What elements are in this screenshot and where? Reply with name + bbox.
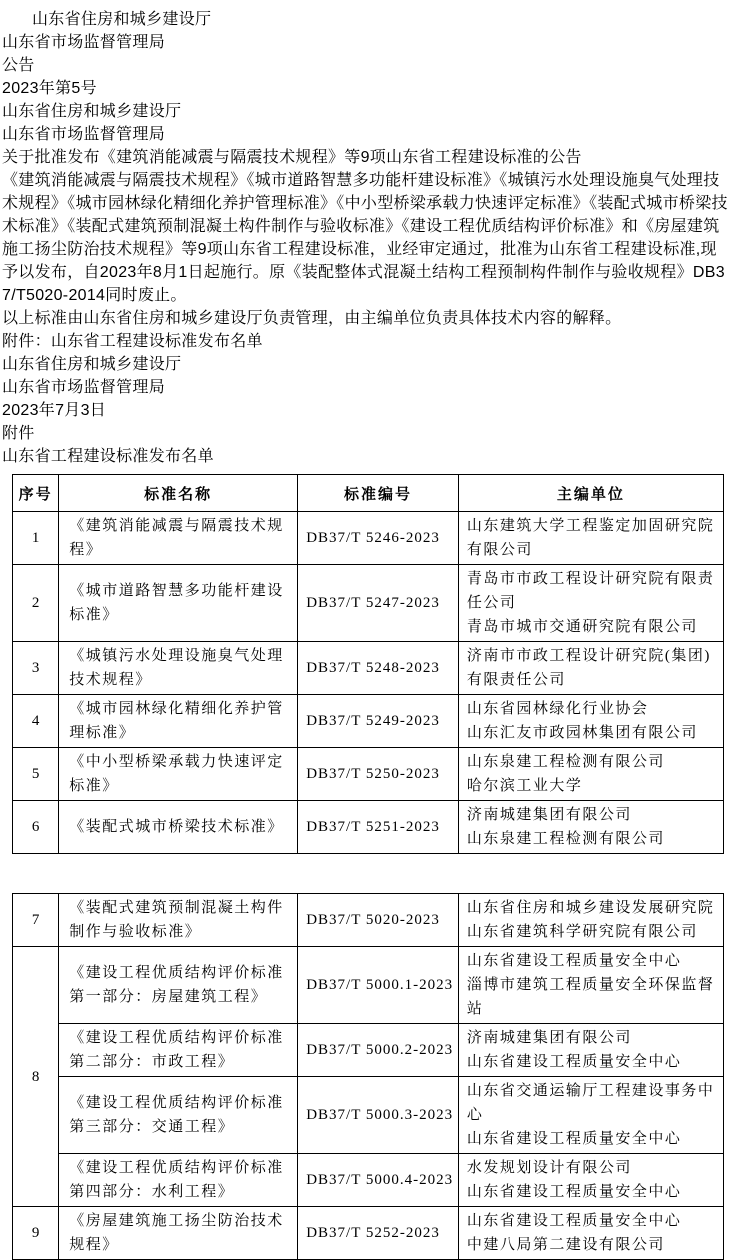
- standards-table-2: [12, 893, 724, 1260]
- cell-standard-code: DB37/T 5251-2023: [298, 801, 459, 854]
- doc-line-bureau: 山东省市场监督管理局: [2, 34, 166, 51]
- doc-attachment-label: 附件: [2, 425, 35, 442]
- unit-line: 山东省住房和城乡建设发展研究院: [466, 900, 715, 916]
- cell-standard-name: 《建筑消能减震与隔震技术规程》: [59, 512, 298, 565]
- table-row: [13, 801, 724, 854]
- cell-units: [458, 1154, 723, 1207]
- cell-standard-name: 《中小型桥梁承载力快速评定标准》: [59, 748, 298, 801]
- cell-standard-code: DB37/T 5250-2023: [298, 748, 459, 801]
- doc-attachment-note: 附件：山东省工程建设标准发布名单: [2, 333, 263, 350]
- table-row: [13, 947, 724, 1024]
- unit-line: 淄博市建筑工程质量安全环保监督站: [466, 977, 715, 1017]
- unit-line: 山东省建筑科学研究院有限公司: [466, 924, 698, 940]
- cell-seq: 5: [13, 748, 59, 801]
- table-row: [13, 1154, 724, 1207]
- cell-seq: 3: [13, 642, 59, 695]
- cell-units: [458, 512, 723, 565]
- unit-line: 山东汇友市政园林集团有限公司: [466, 725, 698, 741]
- cell-units: [458, 565, 723, 642]
- unit-line: 中建八局第二建设有限公司: [466, 1237, 665, 1253]
- doc-line-dept: 山东省住房和城乡建设厅: [32, 11, 212, 28]
- cell-standard-code: DB37/T 5252-2023: [298, 1207, 459, 1260]
- cell-standard-name: 《建设工程优质结构评价标准 第四部分：水利工程》: [59, 1154, 298, 1207]
- unit-line: 青岛市城市交通研究院有限公司: [466, 619, 698, 635]
- cell-seq-merged: 8: [13, 947, 59, 1207]
- cell-seq: 9: [13, 1207, 59, 1260]
- table-header-row: [13, 475, 724, 512]
- col-header-name: 标准名称: [59, 475, 298, 512]
- unit-line: 山东省建设工程质量安全中心: [466, 1054, 682, 1070]
- cell-standard-code: DB37/T 5000.1-2023: [298, 947, 459, 1024]
- cell-standard-name: 《建设工程优质结构评价标准 第二部分：市政工程》: [59, 1024, 298, 1077]
- cell-seq: 2: [13, 565, 59, 642]
- cell-standard-code: DB37/T 5246-2023: [298, 512, 459, 565]
- unit-line: 水发规划设计有限公司: [466, 1160, 632, 1176]
- table-row: [13, 512, 724, 565]
- doc-line-announcement: 公告: [2, 57, 35, 74]
- cell-units: [458, 1077, 723, 1154]
- cell-units: [458, 894, 723, 947]
- table-row: [13, 1024, 724, 1077]
- table-row: [13, 1207, 724, 1260]
- unit-line: 济南市市政工程设计研究院(集团)有限责任公司: [466, 648, 711, 688]
- unit-line: 山东建筑大学工程鉴定加固研究院有限公司: [466, 518, 715, 558]
- cell-standard-name: 《建设工程优质结构评价标准 第三部分：交通工程》: [59, 1077, 298, 1154]
- standards-table-1: [12, 474, 724, 854]
- doc-signature-dept: 山东省住房和城乡建设厅: [2, 356, 182, 373]
- cell-standard-code: DB37/T 5000.3-2023: [298, 1077, 459, 1154]
- cell-standard-code: DB37/T 5249-2023: [298, 695, 459, 748]
- unit-line: 山东省建设工程质量安全中心: [466, 953, 682, 969]
- unit-line: 山东省园林绿化行业协会: [466, 701, 649, 717]
- cell-standard-code: DB37/T 5000.4-2023: [298, 1154, 459, 1207]
- cell-units: [458, 1207, 723, 1260]
- unit-line: 青岛市市政工程设计研究院有限责任公司: [466, 571, 715, 611]
- cell-standard-name: 《房屋建筑施工扬尘防治技术规程》: [59, 1207, 298, 1260]
- cell-units: [458, 801, 723, 854]
- cell-standard-name: 《城市园林绿化精细化养护管理标准》: [59, 695, 298, 748]
- unit-line: 哈尔滨工业大学: [466, 778, 583, 794]
- table-row: [13, 642, 724, 695]
- doc-line-dept-2: 山东省住房和城乡建设厅: [2, 103, 182, 120]
- table-row: [13, 1077, 724, 1154]
- doc-title: 关于批准发布《建筑消能减震与隔震技术规程》等9项山东省工程建设标准的公告: [2, 149, 582, 166]
- cell-standard-code: DB37/T 5247-2023: [298, 565, 459, 642]
- doc-line-number: 2023年第5号: [2, 80, 97, 97]
- cell-standard-name: 《城镇污水处理设施臭气处理技术规程》: [59, 642, 298, 695]
- unit-line: 山东省建设工程质量安全中心: [466, 1213, 682, 1229]
- doc-management-note: 以上标准由山东省住房和城乡建设厅负责管理，由主编单位负责具体技术内容的解释。: [2, 310, 622, 327]
- cell-standard-name: 《装配式建筑预制混凝土构件制作与验收标准》: [59, 894, 298, 947]
- unit-line: 山东省建设工程质量安全中心: [466, 1184, 682, 1200]
- cell-standard-code: DB37/T 5248-2023: [298, 642, 459, 695]
- cell-units: [458, 1024, 723, 1077]
- unit-line: 济南城建集团有限公司: [466, 807, 632, 823]
- doc-list-title: 山东省工程建设标准发布名单: [2, 448, 214, 465]
- cell-units: [458, 695, 723, 748]
- table-row: [13, 565, 724, 642]
- unit-line: 山东泉建工程检测有限公司: [466, 831, 665, 847]
- cell-standard-name: 《建设工程优质结构评价标准 第一部分：房屋建筑工程》: [59, 947, 298, 1024]
- cell-units: [458, 748, 723, 801]
- unit-line: 济南城建集团有限公司: [466, 1030, 632, 1046]
- col-header-seq: 序号: [13, 475, 59, 512]
- table-row: [13, 695, 724, 748]
- cell-seq: 6: [13, 801, 59, 854]
- doc-date: 2023年7月3日: [2, 402, 107, 419]
- doc-body-paragraph: 《建筑消能减震与隔震技术规程》《城市道路智慧多功能杆建设标准》《城镇污水处理设施臭气处理技术规程》《城市园林绿化精细化养护管理标准》《中小型桥梁承载力快速评定标准》《装配式城市桥梁技术标准》《装配式建筑预制混凝土构件制作与验收标准》《建设工程优质结构评价标准》和《房屋建筑施工扬尘防治技术规程》等9项山东省工程建设标准，业经审定通过，批准为山东省工程建设标准,现予以发布，自2023年8月1日起施行。原《装配整体式混凝土结构工程预制构件制作与验收规程》DB37/T5020-2014同时废止。: [2, 172, 728, 304]
- doc-signature-bureau: 山东省市场监督管理局: [2, 379, 166, 396]
- unit-line: 山东省建设工程质量安全中心: [466, 1131, 682, 1147]
- unit-line: 山东省交通运输厅工程建设事务中心: [466, 1083, 715, 1123]
- cell-standard-name: 《装配式城市桥梁技术标准》: [59, 801, 298, 854]
- doc-line-bureau-2: 山东省市场监督管理局: [2, 126, 166, 143]
- cell-seq: 7: [13, 894, 59, 947]
- table-row: [13, 748, 724, 801]
- cell-standard-name: 《城市道路智慧多功能杆建设标准》: [59, 565, 298, 642]
- cell-seq: 4: [13, 695, 59, 748]
- cell-standard-code: DB37/T 5020-2023: [298, 894, 459, 947]
- cell-units: [458, 642, 723, 695]
- cell-seq: 1: [13, 512, 59, 565]
- col-header-code: 标准编号: [298, 475, 459, 512]
- cell-units: [458, 947, 723, 1024]
- unit-line: 山东泉建工程检测有限公司: [466, 754, 665, 770]
- cell-standard-code: DB37/T 5000.2-2023: [298, 1024, 459, 1077]
- table-row: [13, 894, 724, 947]
- col-header-unit: 主编单位: [458, 475, 723, 512]
